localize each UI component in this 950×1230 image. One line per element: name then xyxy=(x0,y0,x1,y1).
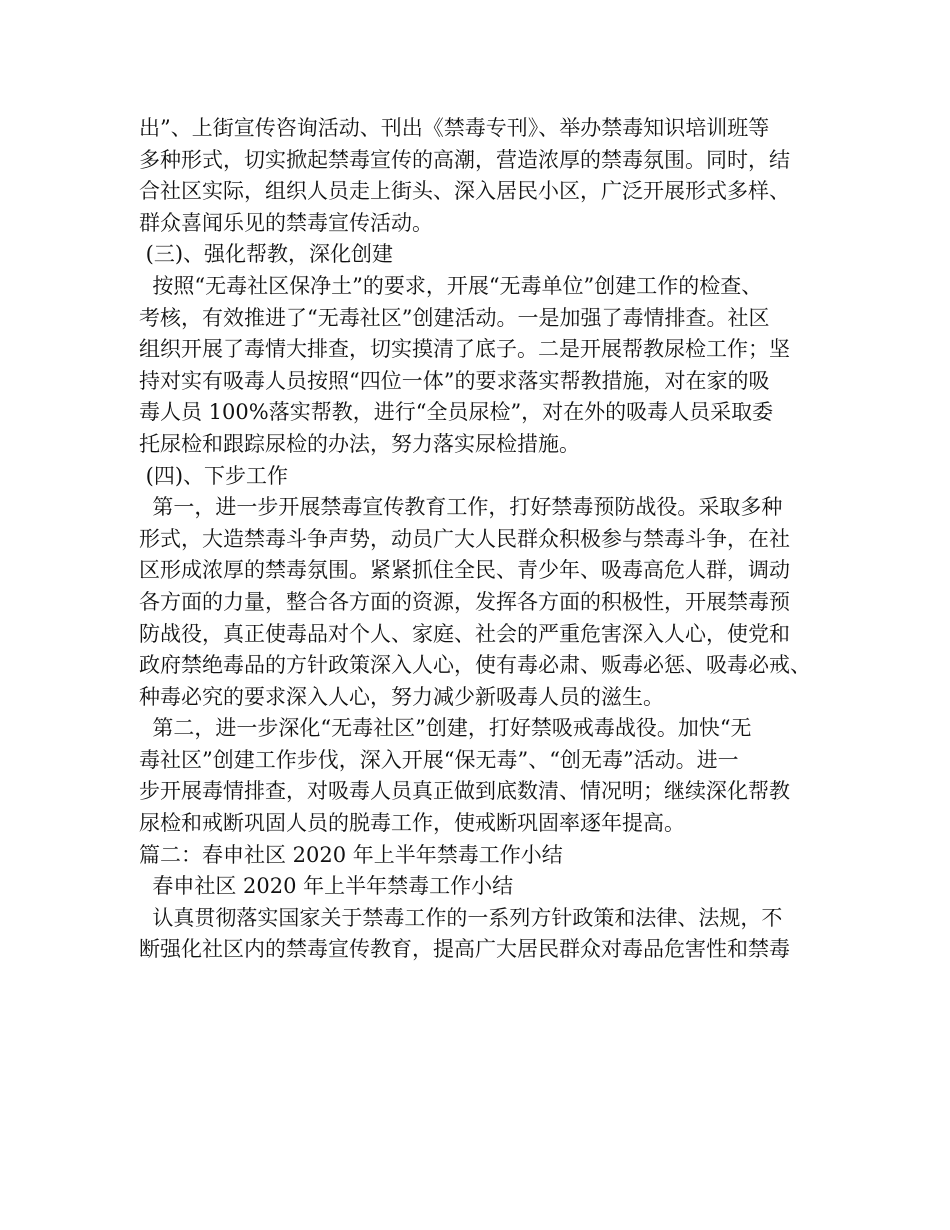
text-line: 防战役，真正使毒品对个人、家庭、社会的严重危害深入人心，使党和 xyxy=(139,621,790,646)
text-line: 断强化社区内的禁毒宣传教育，提高广大居民群众对毒品危害性和禁毒 xyxy=(139,937,790,962)
text-line: 托尿检和跟踪尿检的办法，努力落实尿检措施。 xyxy=(139,431,580,456)
text-line: 区形成浓厚的禁毒氛围。紧紧抓住全民、青少年、吸毒高危人群，调动 xyxy=(139,558,790,583)
text-line: 群众喜闻乐见的禁毒宣传活动。 xyxy=(139,210,433,235)
text-line: 毒人员 100%落实帮教，进行“全员尿检”，对在外的吸毒人员采取委 xyxy=(139,400,774,425)
text-line: 政府禁绝毒品的方针政策深入人心，使有毒必肃、贩毒必惩、吸毒必戒、 xyxy=(139,653,811,678)
article-heading: 篇二：春申社区 2020 年上半年禁毒工作小结 xyxy=(139,842,563,867)
section-heading: (四)、下步工作 xyxy=(139,463,289,488)
text-line: 持对实有吸毒人员按照“四位一体”的要求落实帮教措施，对在家的吸 xyxy=(139,368,770,393)
text-line: 尿检和戒断巩固人员的脱毒工作，使戒断巩固率逐年提高。 xyxy=(139,811,685,836)
text-line: 第一，进一步开展禁毒宣传教育工作，打好禁毒预防战役。采取多种 xyxy=(139,495,783,520)
text-line: 考核，有效推进了“无毒社区”创建活动。一是加强了毒情排查。社区 xyxy=(139,305,770,330)
text-line: 合社区实际，组织人员走上街头、深入居民小区，广泛开展形式多样、 xyxy=(139,179,790,204)
text-line: 第二，进一步深化“无毒社区”创建，打好禁吸戒毒战役。加快“无 xyxy=(139,716,752,741)
text-line: 出”、上街宣传咨询活动、刊出《禁毒专刊》、举办禁毒知识培训班等 xyxy=(139,116,770,140)
text-line: 形式，大造禁毒斗争声势，动员广大人民群众积极参与禁毒斗争，在社 xyxy=(139,526,790,551)
section-heading: (三)、强化帮教，深化创建 xyxy=(139,242,394,267)
text-line: 多种形式，切实掀起禁毒宣传的高潮，营造浓厚的禁毒氛围。同时，结 xyxy=(139,147,790,172)
text-line: 毒社区”创建工作步伐，深入开展“保无毒”、“创无毒”活动。进一 xyxy=(139,747,739,772)
text-line: 种毒必究的要求深入人心，努力减少新吸毒人员的滋生。 xyxy=(139,684,664,709)
document-body xyxy=(139,113,819,966)
article-title: 春申社区 2020 年上半年禁毒工作小结 xyxy=(139,874,514,899)
text-line: 认真贯彻落实国家关于禁毒工作的一系列方针政策和法律、法规，不 xyxy=(139,905,783,930)
text-line: 各方面的力量，整合各方面的资源，发挥各方面的积极性，开展禁毒预 xyxy=(139,589,790,614)
text-line: 步开展毒情排查，对吸毒人员真正做到底数清、情况明；继续深化帮教 xyxy=(139,779,790,804)
text-line: 按照“无毒社区保净土”的要求，开展“无毒单位”创建工作的检查、 xyxy=(139,273,763,298)
text-line: 组织开展了毒情大排查，切实摸清了底子。二是开展帮教尿检工作；坚 xyxy=(139,337,790,362)
